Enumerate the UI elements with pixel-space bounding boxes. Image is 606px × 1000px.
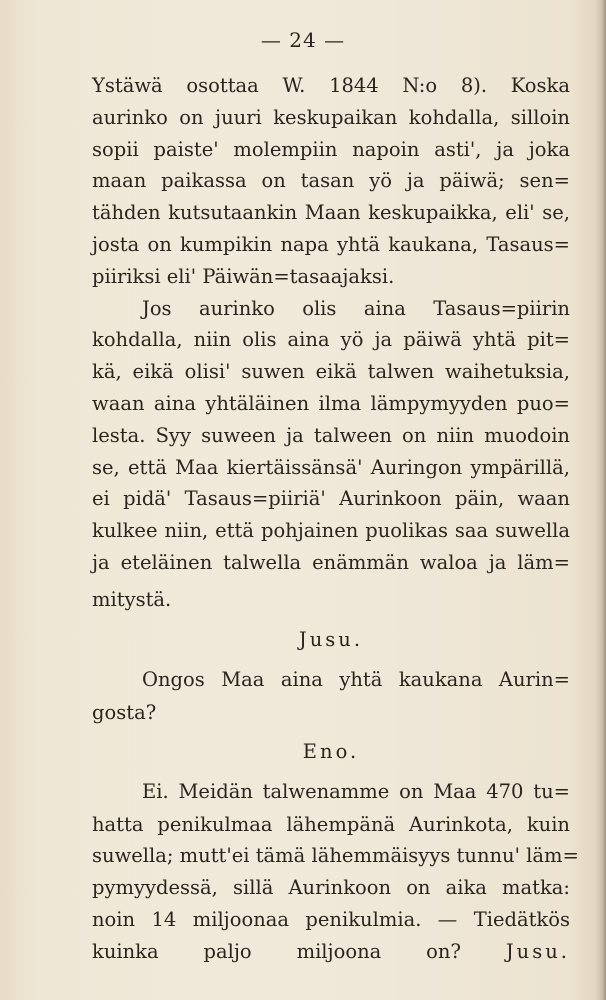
paragraph-start: Ei. Meidän talwenamme on Maa 470 tu= <box>142 779 570 803</box>
text-line: kuinka paljo miljoona on? <box>92 939 461 963</box>
page-edge-shadow <box>596 0 606 1000</box>
text-line: maan paikassa on tasan yö ja päiwä; sen= <box>92 169 570 193</box>
text-line: mitystä. <box>92 587 172 611</box>
text-line: piiriksi eli' Päiwän=tasaajaksi. <box>92 264 395 288</box>
text-line: tähden kutsutaankin Maan keskupaikka, eli' se, <box>92 201 570 225</box>
text-line: Ystäwä osottaa W. 1844 N:o 8). Koska <box>92 74 570 97</box>
text-line: ei pidä' Tasaus=piiriä' Aurinkoon päin, waan <box>92 487 570 511</box>
text-line: gosta? <box>92 700 157 724</box>
text-line: lesta. Syy suween ja talween on niin muodoin <box>92 423 570 447</box>
text-line: pymyydessä, sillä Aurinkoon on aika matka: <box>92 876 570 900</box>
page-number: — 24 — <box>260 28 346 52</box>
text-line: josta on kumpikin napa yhtä kaukana, Tasaus= <box>92 232 570 256</box>
catchword: Jusu. <box>505 939 570 963</box>
text-line: waan aina yhtäläinen ilma lämpymyyden puo= <box>92 391 570 415</box>
paragraph-start: Ongos Maa aina yhtä kaukana Aurin= <box>142 667 570 691</box>
speaker-name: Eno. <box>302 739 360 763</box>
body-text <box>92 70 579 968</box>
text-line: kulkee niin, että pohjainen puolikas saa suwella <box>92 519 570 543</box>
text-line: kohdalla, niin olis aina yö ja päiwä yhtä pit= <box>92 328 570 352</box>
text-line: sopii paiste' molempiin napoin asti', ja joka <box>92 137 570 161</box>
text-line: se, että Maa kiertäissänsä' Auringon ympärillä, <box>92 455 570 479</box>
speaker-name: Jusu. <box>298 627 364 651</box>
text-line: suwella; mutt'ei tämä lähemmäisyys tunnu' läm= <box>92 844 579 868</box>
text-line: aurinko on juuri keskupaikan kohdalla, silloin <box>92 105 570 129</box>
text-line: hatta penikulmaa lähempänä Aurinkota, kuin <box>92 812 570 836</box>
text-line: noin 14 miljoonaa penikulmia. — Tiedätkös <box>92 907 570 931</box>
paragraph-start: Jos aurinko olis aina Tasaus=piirin <box>142 296 570 320</box>
text-line: ja eteläinen talwella enämmän waloa ja läm= <box>92 550 570 574</box>
text-line: kä, eikä olisi' suwen eikä talwen waihetuksia, <box>92 360 570 384</box>
text-line-with-speaker <box>92 936 570 968</box>
